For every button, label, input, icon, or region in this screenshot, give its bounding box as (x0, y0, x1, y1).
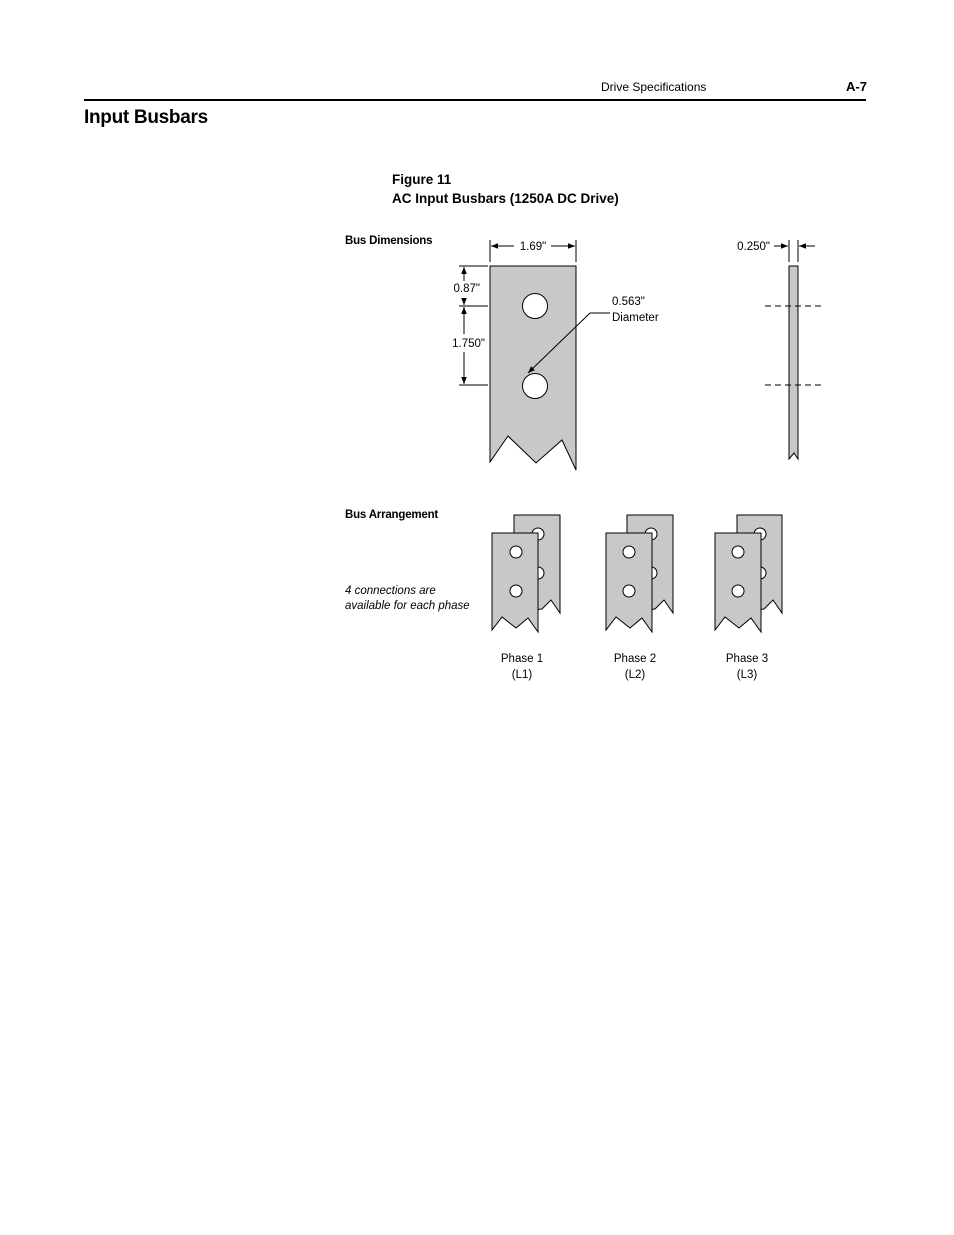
top-to-hole-dimension (454, 266, 488, 306)
phase-3-code: (L3) (736, 669, 758, 681)
busbar-front-hole-upper (623, 546, 635, 558)
page-title: Input Busbars (84, 107, 208, 128)
busbar-hole-upper (523, 294, 548, 319)
diameter-value: 0.563" (612, 296, 645, 308)
phase-1-code: (L1) (511, 669, 533, 681)
page-number: A-7 (846, 79, 867, 94)
width-value: 1.69" (519, 241, 547, 253)
connections-note-line-2: available for each phase (345, 600, 470, 612)
busbar-front-hole-upper (510, 546, 522, 558)
thickness-value: 0.250" (737, 241, 770, 253)
busbar-front-hole-lower (623, 585, 635, 597)
bus-dimensions-label: Bus Dimensions (345, 235, 433, 247)
running-header-section: Drive Specifications (601, 80, 707, 94)
phase-2-busbars (606, 515, 673, 681)
phase-2-name: Phase 2 (613, 653, 657, 665)
figure-number: Figure 11 (392, 172, 452, 187)
busbar-side-shape (789, 266, 798, 459)
hole-spacing-value: 1.750" (452, 338, 485, 350)
width-dimension (490, 240, 576, 262)
busbar-side-view (737, 240, 823, 459)
diameter-label: Diameter (612, 312, 659, 324)
busbar-front-hole-upper (732, 546, 744, 558)
phase-3-busbars (715, 515, 782, 681)
figure-title: AC Input Busbars (1250A DC Drive) (392, 191, 619, 206)
busbar-front-hole-lower (732, 585, 744, 597)
phase-3-name: Phase 3 (725, 653, 769, 665)
phase-2-code: (L2) (624, 669, 646, 681)
top-to-hole-value: 0.87" (453, 283, 480, 295)
busbar-hole-lower (523, 374, 548, 399)
connections-note-line-1: 4 connections are (345, 585, 436, 597)
bus-arrangement-label: Bus Arrangement (345, 509, 439, 521)
phase-1-name: Phase 1 (500, 653, 544, 665)
phase-1-busbars (492, 515, 560, 681)
hole-spacing-dimension (452, 307, 488, 385)
busbar-front-hole-lower (510, 585, 522, 597)
